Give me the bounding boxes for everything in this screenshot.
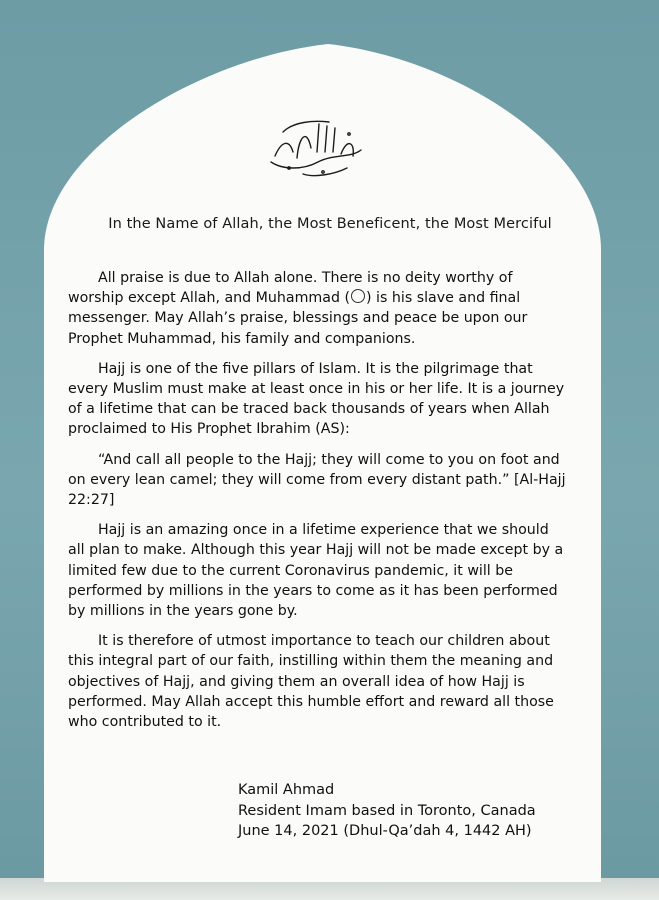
paragraph-pandemic: Hajj is an amazing once in a lifetime experience that we should all plan to make. Although this year Hajj will not be made except by a limited few due to the current Coronavirus pandemic, it will be performed by millions in the years to come as it has been performed by millions in the years gone by.: [68, 522, 564, 620]
pbuh-honorific-icon: [351, 289, 365, 303]
signature-date: June 14, 2021 (Dhul-Qa’dah 4, 1442 AH): [238, 823, 532, 839]
body-text: [68, 268, 566, 742]
paragraph-pillars: Hajj is one of the five pillars of Islam. It is the pilgrimage that every Muslim must make at least once in his or her life. It is a journey of a lifetime that can be traced back thousands of years when Allah proclaimed to His Prophet Ibrahim (AS):: [68, 360, 565, 438]
paragraph-praise-start: All praise is due to Allah alone. There is no deity worthy of worship except Allah, and Muhammad (: [68, 270, 513, 307]
paragraph-quran-quote: “And call all people to the Hajj; they will come to you on foot and on every lean camel; they will come from every distant path.” [Al-Hajj 22:27]: [68, 451, 566, 509]
bismillah-calligraphy-icon: [263, 112, 367, 180]
paragraph-closing: It is therefore of utmost importance to teach our children about this integral part of our faith, instilling within them the meaning and objectives of Hajj, and giving them an overall idea of how Hajj is performed. May Allah accept this humble effort and reward all those who contributed to it.: [68, 633, 554, 731]
signature-block: [238, 780, 536, 842]
document-heading: In the Name of Allah, the Most Beneficent, the Most Merciful: [108, 216, 552, 232]
paragraph-praise-end: ) is his slave and final messenger. May Allah’s praise, blessings and peace be upon our Prophet Muhammad, his family and companions.: [68, 290, 528, 347]
signature-name: Kamil Ahmad: [238, 782, 335, 798]
paragraph-praise: [68, 268, 566, 349]
signature-title: Resident Imam based in Toronto, Canada: [238, 802, 536, 819]
